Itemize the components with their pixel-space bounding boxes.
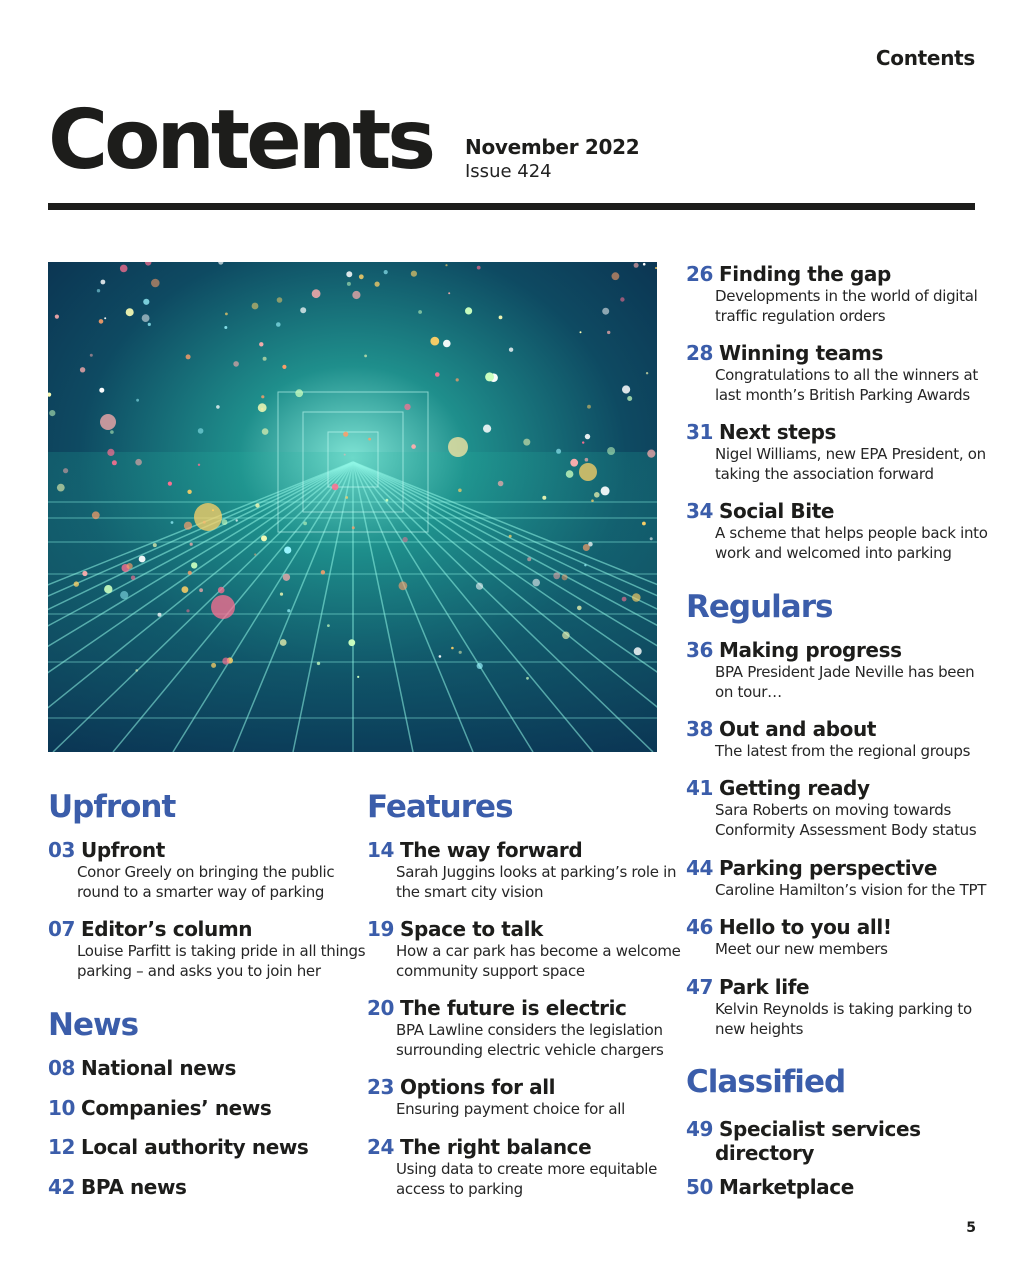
entry-description: Louise Parfitt is taking pride in all things: [77, 942, 366, 960]
bokeh-dot: [622, 597, 627, 602]
bokeh-dot: [262, 428, 269, 435]
toc-entry[interactable]: [367, 838, 676, 902]
entry-title: Park life: [719, 975, 810, 999]
bokeh-dot: [448, 292, 450, 294]
bokeh-dot: [562, 632, 570, 640]
bokeh-dot: [263, 357, 267, 361]
bokeh-dot: [222, 519, 228, 525]
bokeh-dot: [386, 499, 389, 502]
page-number: 12: [48, 1135, 76, 1159]
bokeh-dot: [191, 562, 197, 568]
bokeh-dot: [509, 348, 513, 352]
header-rule: [48, 203, 975, 210]
bokeh-dot: [184, 522, 192, 530]
bokeh-light: [448, 437, 468, 457]
bokeh-dot: [142, 314, 150, 322]
toc-entry[interactable]: [686, 638, 974, 702]
bokeh-dot: [188, 571, 192, 575]
bokeh-light: [211, 595, 235, 619]
page-number: 41: [686, 776, 714, 800]
bokeh-dot: [255, 503, 259, 507]
bokeh-dot: [136, 399, 139, 402]
bokeh-dot: [143, 299, 149, 305]
entry-description: The latest from the regional groups: [715, 742, 971, 760]
entry-description: the smart city vision: [396, 883, 544, 901]
entry-title: BPA news: [81, 1175, 187, 1199]
bokeh-dot: [594, 492, 600, 498]
entry-title: Out and about: [719, 717, 876, 741]
entry-description: Nigel Williams, new EPA President, on: [715, 445, 986, 463]
bokeh-dot: [368, 438, 371, 441]
bokeh-dot: [110, 430, 114, 434]
bokeh-dot: [562, 574, 568, 580]
page-number: 10: [48, 1096, 76, 1120]
bokeh-dot: [352, 291, 360, 299]
page-number: 38: [686, 717, 714, 741]
page-number: 08: [48, 1056, 76, 1080]
bokeh-dot: [317, 662, 320, 665]
entry-description: BPA President Jade Neville has been: [715, 663, 975, 681]
bokeh-dot: [280, 639, 287, 646]
entry-description: Using data to create more equitable: [396, 1160, 658, 1178]
bokeh-dot: [542, 496, 546, 500]
running-head: Contents: [875, 46, 975, 70]
bokeh-dot: [80, 367, 85, 372]
entry-description: on tour…: [715, 683, 782, 701]
bokeh-dot: [404, 404, 410, 410]
bokeh-dot: [57, 484, 65, 492]
toc-entry[interactable]: [686, 717, 970, 761]
bokeh-dot: [233, 361, 239, 367]
page-number: 24: [367, 1135, 395, 1159]
bokeh-dot: [443, 340, 451, 348]
bokeh-dot: [303, 522, 307, 526]
bokeh-dot: [647, 450, 655, 458]
bokeh-dot: [101, 280, 106, 285]
bokeh-dot: [120, 591, 128, 599]
bokeh-dot: [445, 264, 447, 266]
bokeh-dot: [650, 537, 653, 540]
bokeh-dot: [199, 588, 203, 592]
bokeh-dot: [135, 459, 142, 466]
bokeh-dot: [352, 526, 355, 529]
entry-title: Upfront: [81, 838, 165, 862]
bokeh-light: [579, 463, 597, 481]
entry-description: traffic regulation orders: [715, 307, 886, 325]
toc-entry[interactable]: [48, 917, 365, 981]
bokeh-dot: [477, 663, 483, 669]
section-heading-upfront: Upfront: [48, 789, 176, 825]
bokeh-dot: [126, 308, 134, 316]
bokeh-dot: [321, 570, 325, 574]
bokeh-dot: [499, 316, 503, 320]
bokeh-dot: [584, 564, 586, 566]
bokeh-light: [100, 414, 116, 430]
toc-entry[interactable]: [686, 856, 986, 900]
bokeh-dot: [465, 307, 472, 314]
entry-title: Making progress: [719, 638, 902, 662]
bokeh-dot: [476, 583, 483, 590]
bokeh-dot: [344, 454, 346, 456]
bokeh-dot: [411, 444, 416, 449]
toc-entry[interactable]: [367, 917, 681, 981]
bokeh-dot: [532, 579, 540, 587]
entry-title: Space to talk: [400, 917, 543, 941]
bokeh-dot: [343, 432, 348, 437]
toc-entry[interactable]: [686, 1117, 921, 1165]
entry-description: Kelvin Reynolds is taking parking to: [715, 1000, 972, 1018]
bokeh-dot: [357, 676, 359, 678]
entry-description: new heights: [715, 1020, 804, 1038]
issue-date: November 2022: [465, 135, 640, 159]
bokeh-dot: [74, 581, 79, 586]
bokeh-dot: [435, 372, 440, 377]
page-number: 03: [48, 838, 76, 862]
bokeh-dot: [627, 396, 632, 401]
bokeh-dot: [187, 490, 191, 494]
bokeh-dot: [642, 522, 646, 526]
bokeh-dot: [622, 385, 630, 393]
entry-title: Marketplace: [719, 1175, 854, 1199]
entry-description: Sarah Juggins looks at parking’s role in: [396, 863, 677, 881]
bokeh-dot: [430, 337, 439, 346]
bokeh-dot: [485, 372, 494, 381]
bokeh-dot: [97, 289, 100, 292]
page-number: 50: [686, 1175, 714, 1199]
toc-entry[interactable]: [48, 1175, 187, 1199]
section-heading-news: News: [48, 1007, 139, 1043]
bokeh-dot: [153, 543, 157, 547]
bokeh-dot: [300, 307, 306, 313]
bokeh-dot: [252, 303, 259, 310]
entry-description: Conformity Assessment Body status: [715, 821, 977, 839]
bokeh-dot: [127, 563, 133, 569]
entry-description: last month’s British Parking Awards: [715, 386, 970, 404]
bokeh-dot: [601, 486, 610, 495]
page-number: 46: [686, 915, 714, 939]
bokeh-dot: [99, 319, 104, 324]
toc-entry[interactable]: [48, 1096, 271, 1120]
bokeh-dot: [459, 651, 462, 654]
bokeh-light: [194, 503, 222, 531]
bokeh-dot: [284, 547, 291, 554]
entry-description: Caroline Hamilton’s vision for the TPT: [715, 881, 987, 899]
bokeh-dot: [612, 272, 620, 280]
bokeh-dot: [399, 581, 408, 590]
page-number: 36: [686, 638, 714, 662]
bokeh-dot: [277, 297, 283, 303]
bokeh-dot: [620, 297, 624, 301]
section-heading-classified: Classified: [686, 1064, 846, 1100]
bokeh-dot: [63, 468, 68, 473]
bokeh-dot: [82, 571, 87, 576]
bokeh-dot: [107, 449, 114, 456]
bokeh-dot: [295, 389, 303, 397]
entry-description: Ensuring payment choice for all: [396, 1100, 625, 1118]
bokeh-dot: [477, 266, 481, 270]
bokeh-dot: [523, 439, 530, 446]
entry-description: Conor Greely on bringing the public: [77, 863, 335, 881]
bokeh-dot: [171, 521, 174, 524]
bokeh-dot: [483, 425, 491, 433]
entry-description: taking the association forward: [715, 465, 934, 483]
bokeh-dot: [577, 606, 582, 611]
bokeh-dot: [556, 449, 561, 454]
page-number: 49: [686, 1117, 714, 1141]
bokeh-dot: [186, 609, 189, 612]
bokeh-dot: [585, 434, 590, 439]
bokeh-dot: [259, 342, 263, 346]
bokeh-dot: [570, 459, 578, 467]
entry-title: National news: [81, 1056, 236, 1080]
page-number: 14: [367, 838, 395, 862]
bokeh-dot: [526, 677, 529, 680]
bokeh-dot: [451, 647, 454, 650]
bokeh-dot: [348, 639, 355, 646]
entry-title: Hello to you all!: [719, 915, 892, 939]
entry-title-continued: directory: [715, 1141, 815, 1165]
entry-description: surrounding electric vehicle chargers: [396, 1041, 664, 1059]
bokeh-dot: [104, 585, 112, 593]
bokeh-dot: [346, 271, 352, 277]
bokeh-dot: [646, 372, 648, 374]
section-heading-regulars: Regulars: [686, 589, 833, 625]
bokeh-dot: [283, 574, 290, 581]
bokeh-dot: [280, 593, 283, 596]
bokeh-dot: [49, 410, 55, 416]
bokeh-dot: [258, 403, 267, 412]
bokeh-dot: [402, 537, 407, 542]
bokeh-dot: [509, 535, 512, 538]
bokeh-dot: [384, 270, 388, 274]
entry-description: Meet our new members: [715, 940, 888, 958]
bokeh-dot: [198, 428, 204, 434]
issue-number: Issue 424: [465, 161, 552, 182]
entry-description: parking – and asks you to join her: [77, 962, 321, 980]
bokeh-dot: [55, 315, 59, 319]
bokeh-dot: [112, 460, 117, 465]
bokeh-dot: [225, 313, 228, 316]
entry-title: Companies’ news: [81, 1096, 272, 1120]
bokeh-dot: [90, 354, 93, 357]
bokeh-dot: [99, 388, 104, 393]
toc-entry[interactable]: [48, 1056, 236, 1080]
bokeh-dot: [276, 322, 281, 327]
toc-entry[interactable]: [686, 341, 978, 405]
bokeh-dot: [498, 481, 504, 487]
bokeh-dot: [527, 557, 531, 561]
page-number: 07: [48, 917, 76, 941]
futuristic-data-grid-image: [48, 262, 657, 752]
bokeh-dot: [553, 572, 560, 579]
toc-entry[interactable]: [686, 499, 988, 563]
bokeh-dot: [587, 405, 591, 409]
bokeh-dot: [168, 482, 172, 486]
toc-entry[interactable]: [686, 915, 892, 959]
entry-title: Social Bite: [719, 499, 835, 523]
page-number: 42: [48, 1175, 76, 1199]
entry-description: round to a smarter way of parking: [77, 883, 325, 901]
bokeh-dot: [148, 323, 151, 326]
bokeh-dot: [411, 271, 417, 277]
bokeh-dot: [211, 663, 216, 668]
entry-title: Next steps: [719, 420, 837, 444]
toc-entry[interactable]: [367, 1135, 657, 1199]
page-number: 31: [686, 420, 714, 444]
entry-title: Parking perspective: [719, 856, 938, 880]
bokeh-dot: [359, 274, 364, 279]
bokeh-dot: [585, 458, 589, 462]
toc-entry[interactable]: [686, 1175, 854, 1199]
bokeh-dot: [591, 499, 594, 502]
bokeh-dot: [458, 489, 462, 493]
bokeh-dot: [643, 263, 646, 266]
entry-description: BPA Lawline considers the legislation: [396, 1021, 663, 1039]
page-number: 44: [686, 856, 714, 880]
bokeh-dot: [332, 484, 339, 491]
bokeh-dot: [282, 365, 286, 369]
entry-description: Congratulations to all the winners at: [715, 366, 979, 384]
bokeh-dot: [254, 553, 256, 555]
page-folio: 5: [966, 1220, 976, 1236]
bokeh-dot: [582, 441, 584, 443]
entry-description: access to parking: [396, 1180, 523, 1198]
bokeh-dot: [198, 464, 200, 466]
bokeh-dot: [135, 669, 138, 672]
bokeh-dot: [216, 405, 220, 409]
bokeh-dot: [634, 263, 639, 268]
bokeh-dot: [139, 556, 146, 563]
bokeh-dot: [92, 511, 100, 519]
bokeh-dot: [287, 609, 290, 612]
page-number: 26: [686, 262, 714, 286]
entry-title: Specialist services: [719, 1117, 921, 1141]
bokeh-dot: [439, 655, 442, 658]
bokeh-dot: [261, 395, 264, 398]
toc-entry[interactable]: [367, 1075, 625, 1119]
bokeh-dot: [190, 543, 193, 546]
bokeh-dot: [632, 593, 641, 602]
bokeh-dot: [418, 310, 422, 314]
bokeh-dot: [327, 624, 330, 627]
page-number: 20: [367, 996, 395, 1020]
bokeh-dot: [261, 535, 267, 541]
entry-title: Getting ready: [719, 776, 870, 800]
bokeh-dot: [236, 519, 238, 521]
bokeh-dot: [634, 647, 642, 655]
bokeh-dot: [607, 331, 610, 334]
entry-description: A scheme that helps people back into: [715, 524, 988, 542]
bokeh-dot: [364, 355, 367, 358]
bokeh-dot: [583, 544, 590, 551]
toc-entry[interactable]: [686, 975, 972, 1039]
page-number: 23: [367, 1075, 395, 1099]
entry-title: The way forward: [400, 838, 583, 862]
bokeh-dot: [186, 354, 191, 359]
entry-title: Options for all: [400, 1075, 556, 1099]
toc-entry[interactable]: [686, 420, 986, 484]
page-number: 47: [686, 975, 714, 999]
section-heading-features: Features: [367, 789, 513, 825]
bokeh-dot: [347, 282, 351, 286]
bokeh-dot: [607, 447, 615, 455]
entry-description: Sara Roberts on moving towards: [715, 801, 951, 819]
entry-description: community support space: [396, 962, 585, 980]
entry-description: work and welcomed into parking: [715, 544, 952, 562]
toc-entry[interactable]: [48, 838, 334, 902]
bokeh-dot: [375, 282, 380, 287]
bokeh-dot: [104, 317, 106, 319]
toc-entry[interactable]: [686, 776, 976, 840]
bokeh-dot: [224, 326, 227, 329]
page-number: 28: [686, 341, 714, 365]
entry-title: Finding the gap: [719, 262, 891, 286]
page-title: Contents: [48, 93, 433, 188]
bokeh-dot: [218, 587, 225, 594]
toc-entry[interactable]: [48, 1135, 308, 1159]
entry-description: How a car park has become a welcome: [396, 942, 681, 960]
bokeh-dot: [602, 308, 609, 315]
entry-title: Editor’s column: [81, 917, 253, 941]
toc-entry[interactable]: [686, 262, 978, 326]
entry-title: The future is electric: [400, 996, 627, 1020]
entry-title: The right balance: [400, 1135, 592, 1159]
bokeh-dot: [120, 265, 128, 273]
bokeh-dot: [312, 289, 321, 298]
bokeh-dot: [580, 331, 582, 333]
bokeh-dot: [158, 613, 162, 617]
bokeh-dot: [222, 658, 229, 665]
bokeh-dot: [566, 470, 574, 478]
toc-entry[interactable]: [367, 996, 664, 1060]
entry-title: Winning teams: [719, 341, 883, 365]
entry-title: Local authority news: [81, 1135, 309, 1159]
bokeh-dot: [131, 576, 135, 580]
entry-description: Developments in the world of digital: [715, 287, 978, 305]
bokeh-dot: [456, 378, 459, 381]
bokeh-dot: [345, 496, 348, 499]
bokeh-dot: [182, 586, 189, 593]
page-number: 19: [367, 917, 395, 941]
page-number: 34: [686, 499, 714, 523]
bokeh-dot: [151, 279, 160, 288]
